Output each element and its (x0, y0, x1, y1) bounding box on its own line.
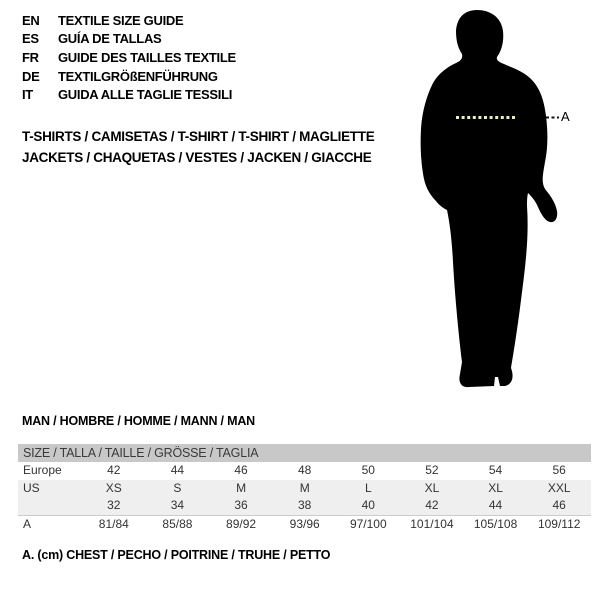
size-table-header: SIZE / TALLA / TAILLE / GRÖSSE / TAGLIA (18, 444, 591, 462)
language-text: TEXTILE SIZE GUIDE (58, 12, 184, 28)
size-cell: 42 (107, 463, 121, 477)
size-cell: XXL (547, 480, 571, 495)
size-cell: M (236, 480, 247, 495)
table-row-uk (18, 497, 591, 515)
size-cell: 109/112 (537, 516, 581, 531)
size-cell: 46 (552, 498, 566, 512)
language-code: DE (22, 68, 40, 84)
language-row (22, 30, 236, 49)
language-row (22, 67, 236, 86)
size-cell: L (364, 480, 372, 495)
language-text: TEXTILGRÖßENFÜHRUNG (58, 68, 218, 84)
category-tshirts: T-SHIRTS / CAMISETAS / T-SHIRT / T-SHIRT / MAGLIETTE (22, 129, 375, 144)
size-cell: 56 (552, 463, 566, 477)
language-text: GUÍA DE TALLAS (58, 31, 162, 47)
man-silhouette (405, 5, 580, 405)
language-code: FR (22, 49, 39, 65)
measure-label-a: A (561, 109, 570, 124)
size-cell: 50 (361, 463, 375, 477)
language-text: GUIDE DES TAILLES TEXTILE (58, 49, 236, 65)
row-label: A (23, 516, 32, 531)
size-cell: 105/108 (473, 516, 518, 531)
size-cell: 54 (488, 463, 503, 477)
size-cell: XL (488, 480, 503, 495)
language-row (22, 11, 236, 30)
category-jackets: JACKETS / CHAQUETAS / VESTES / JACKEN / GIACCHE (22, 149, 372, 165)
size-table (18, 444, 591, 533)
size-cell: 32 (107, 498, 121, 512)
size-cell: 46 (234, 463, 248, 477)
language-code: ES (22, 31, 39, 47)
size-cell: 44 (170, 463, 185, 477)
chest-measure-footnote: A. (cm) CHEST / PECHO / POITRINE / TRUHE / PETTO (22, 548, 331, 562)
language-row (22, 85, 236, 104)
size-cell: 52 (425, 463, 439, 477)
size-cell: 93/96 (289, 516, 320, 531)
size-cell: S (173, 480, 182, 495)
table-row-europe (18, 462, 591, 480)
section-title-man: MAN / HOMBRE / HOMME / MANN / MAN (22, 414, 255, 428)
size-cell: 34 (170, 498, 185, 512)
size-cell: 85/88 (162, 516, 193, 531)
size-cell: 36 (234, 498, 248, 512)
language-code: IT (22, 87, 33, 103)
row-label: Europe (23, 463, 62, 477)
man-silhouette-shape (421, 10, 558, 387)
language-list (22, 11, 236, 104)
garment-categories (22, 127, 374, 168)
size-cell: XS (105, 480, 122, 495)
size-cell: 89/92 (226, 516, 257, 531)
size-cell: 42 (425, 498, 439, 512)
row-label: US (23, 480, 40, 495)
table-row-chest-a (18, 515, 591, 534)
language-code: EN (22, 12, 40, 28)
size-cell: 40 (361, 498, 375, 512)
size-cell: 38 (298, 498, 312, 512)
size-cell: XL (424, 480, 440, 495)
size-cell: 48 (298, 463, 312, 477)
size-cell: 101/104 (410, 516, 454, 531)
size-cell: 44 (488, 498, 503, 512)
row-label (18, 497, 82, 515)
language-text: GUIDA ALLE TAGLIE TESSILI (58, 87, 233, 103)
size-cell: 81/84 (98, 516, 129, 531)
size-cell: 97/100 (349, 516, 387, 531)
size-cell: M (299, 480, 310, 495)
language-row (22, 48, 236, 67)
table-row-us (18, 480, 591, 498)
